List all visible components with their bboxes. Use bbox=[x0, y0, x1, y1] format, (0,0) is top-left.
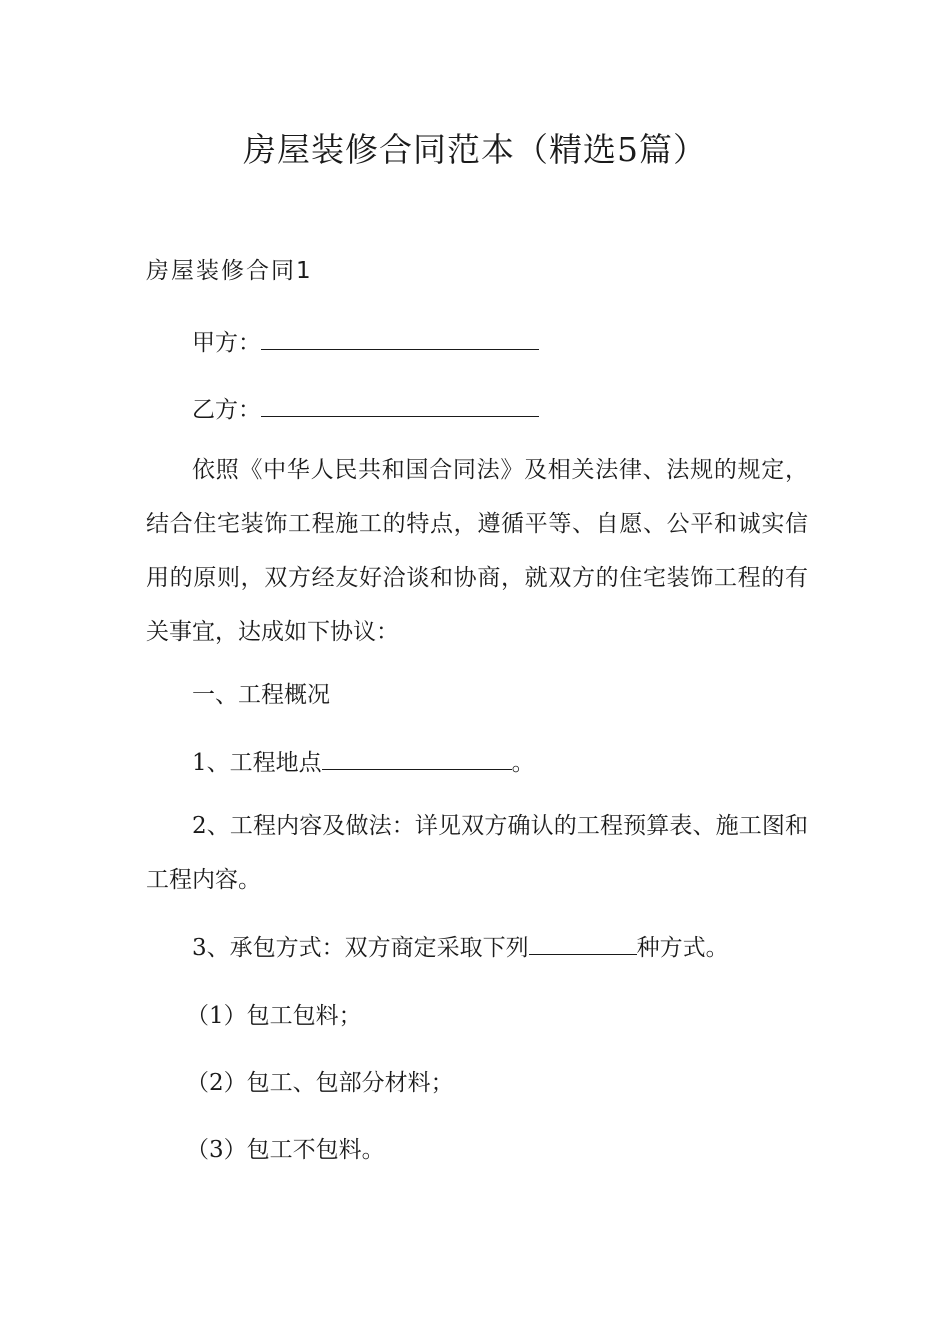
item-2-paragraph: 2、工程内容及做法：详见双方确认的工程预算表、施工图和工程内容。 bbox=[146, 813, 808, 893]
party-b-line bbox=[192, 391, 539, 424]
party-b-blank bbox=[261, 394, 539, 417]
party-b-label: 乙方： bbox=[192, 397, 261, 423]
party-a-line bbox=[192, 324, 539, 357]
item-1-blank bbox=[322, 747, 512, 770]
party-a-blank bbox=[261, 327, 539, 350]
item-3-prefix: 3、承包方式：双方商定采取下列 bbox=[192, 935, 529, 961]
intro-paragraph: 依照《中华人民共和国合同法》及相关法律、法规的规定，结合住宅装饰工程施工的特点，遵循平等、自愿、公平和诚实信用的原则，双方经友好洽谈和协商，就双方的住宅装饰工程的有关事宜，达成如下协议： bbox=[146, 457, 808, 645]
option-2: （2）包工、包部分材料； bbox=[186, 1070, 454, 1096]
item-3-suffix: 种方式。 bbox=[636, 935, 729, 961]
document-title: 房屋装修合同范本（精选5篇） bbox=[243, 130, 707, 169]
section-heading: 房屋装修合同1 bbox=[146, 258, 313, 284]
item-1-label: 1、工程地点 bbox=[192, 750, 322, 776]
option-3: （3）包工不包料。 bbox=[186, 1137, 385, 1163]
party-a-label: 甲方： bbox=[192, 330, 261, 356]
clause-1-heading: 一、工程概况 bbox=[192, 682, 330, 708]
item-1-line bbox=[192, 744, 535, 777]
item-1-suffix: 。 bbox=[511, 750, 535, 776]
item-3-line bbox=[192, 929, 729, 962]
option-1: （1）包工包料； bbox=[186, 1003, 362, 1029]
item-3-blank bbox=[529, 932, 637, 955]
